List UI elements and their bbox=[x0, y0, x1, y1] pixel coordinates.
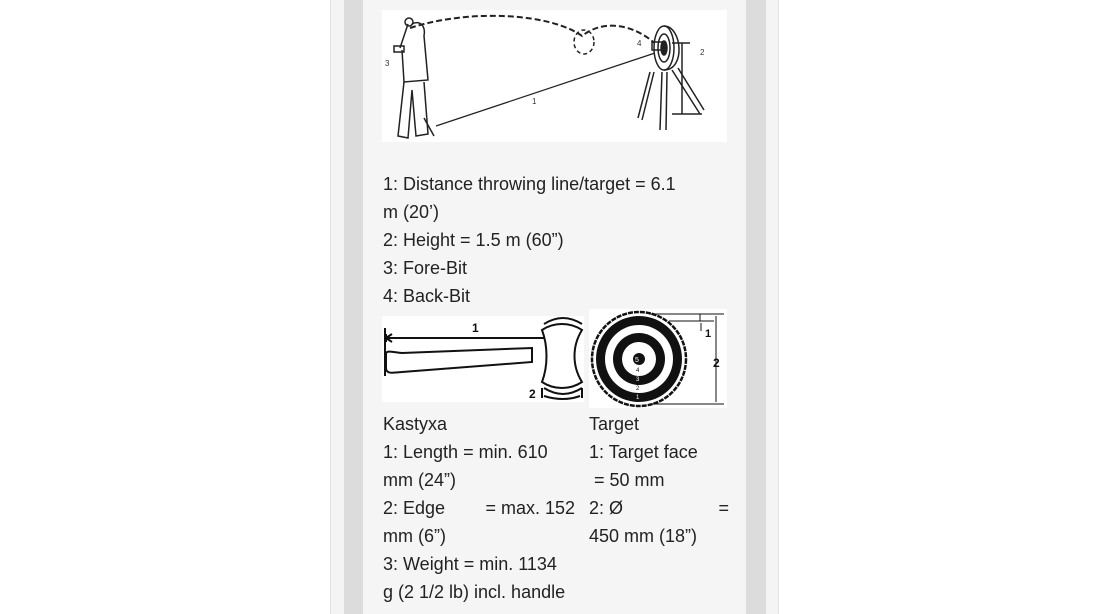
kastyxa-line: 1: Length = min. 610 bbox=[383, 442, 548, 462]
svg-text:1: 1 bbox=[705, 328, 712, 340]
axe-diagram-image bbox=[382, 316, 584, 402]
target-diagram-image bbox=[589, 309, 727, 408]
svg-text:2: 2 bbox=[529, 387, 536, 401]
spec-line: 4: Back-Bit bbox=[383, 286, 471, 306]
target-diameter-label: 2: Ø bbox=[589, 498, 624, 518]
spec-line: 3: Fore-Bit bbox=[383, 258, 468, 278]
target-diameter-line bbox=[589, 494, 729, 522]
kastyxa-specs bbox=[383, 410, 583, 606]
throwing-diagram-image bbox=[382, 10, 727, 142]
svg-text:4: 4 bbox=[637, 39, 642, 48]
target-line: 1: Target face bbox=[589, 442, 698, 462]
svg-text:2: 2 bbox=[636, 386, 640, 392]
screen-content[interactable] bbox=[363, 0, 746, 614]
target-title: Target bbox=[589, 414, 640, 434]
target-diameter-eq: = bbox=[718, 498, 729, 518]
kastyxa-edge-value: = max. 152 bbox=[485, 498, 575, 518]
kastyxa-edge-label: 2: Edge bbox=[383, 498, 446, 518]
spec-line: 1: Distance throwing line/target = 6.1 bbox=[383, 174, 676, 194]
kastyxa-line: 3: Weight = min. 1134 bbox=[383, 554, 557, 574]
frame-band-right bbox=[746, 0, 766, 614]
svg-text:2: 2 bbox=[700, 48, 705, 57]
svg-text:4: 4 bbox=[636, 368, 640, 374]
spec-line: m (20’) bbox=[383, 202, 440, 222]
svg-text:2: 2 bbox=[713, 356, 720, 370]
kastyxa-title: Kastyxa bbox=[383, 414, 448, 434]
target-specs bbox=[589, 410, 729, 550]
svg-text:5: 5 bbox=[635, 357, 639, 364]
svg-text:1: 1 bbox=[636, 395, 640, 401]
kastyxa-line: g (2 1/2 lb) incl. handle bbox=[383, 582, 566, 602]
svg-text:1: 1 bbox=[472, 321, 479, 335]
spec-line: 2: Height = 1.5 m (60”) bbox=[383, 230, 564, 250]
target-line: 450 mm (18”) bbox=[589, 526, 698, 546]
kastyxa-line: mm (24”) bbox=[383, 470, 456, 490]
distance-spec-list bbox=[383, 170, 723, 310]
svg-text:3: 3 bbox=[385, 59, 390, 68]
svg-text:3: 3 bbox=[636, 377, 640, 383]
kastyxa-line: mm (6”) bbox=[383, 526, 446, 546]
frame-band-left bbox=[344, 0, 364, 614]
target-line: = 50 mm bbox=[589, 470, 665, 490]
svg-text:1: 1 bbox=[532, 97, 537, 106]
kastyxa-edge-line bbox=[383, 494, 583, 522]
